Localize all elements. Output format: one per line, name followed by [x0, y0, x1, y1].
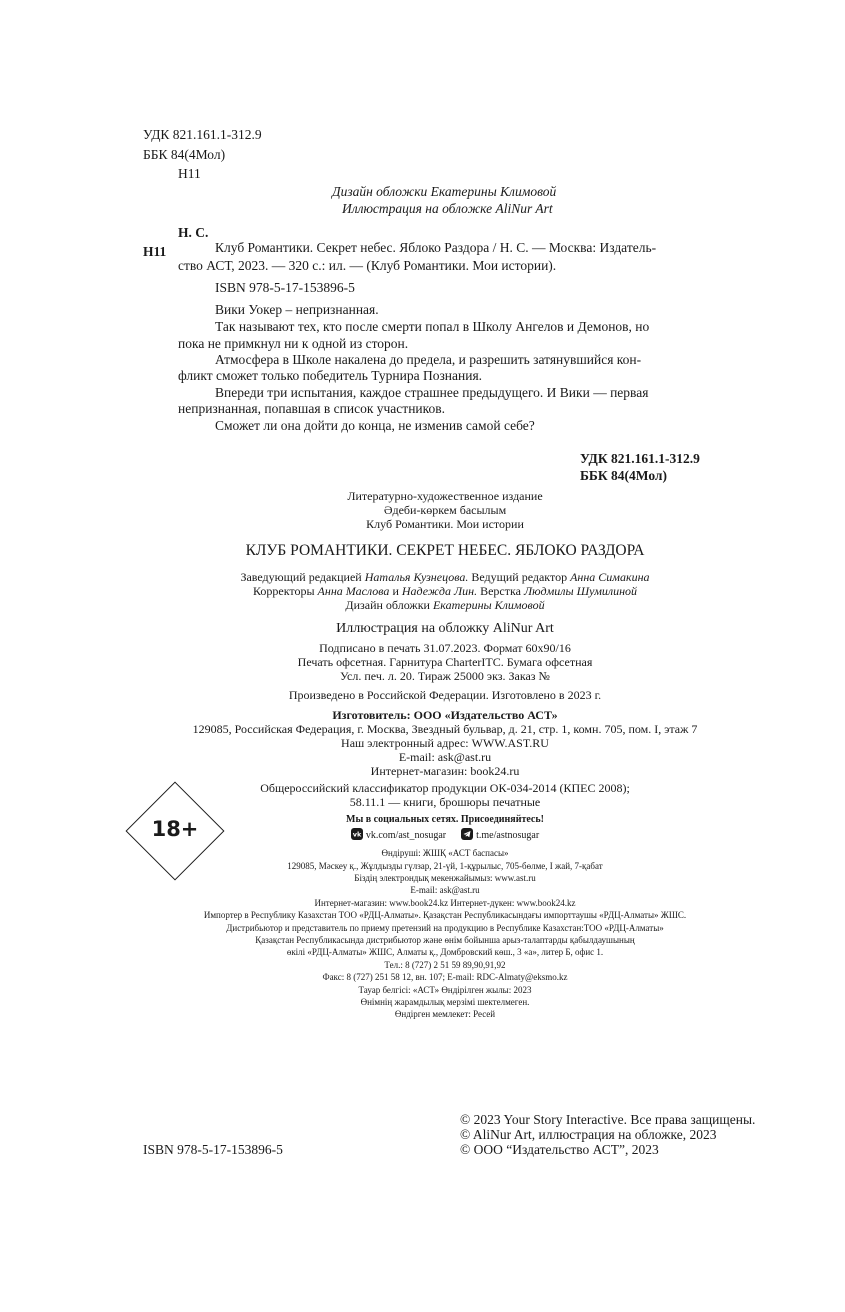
copyright-line-3: © ООО “Издательство АСТ”, 2023	[460, 1142, 659, 1157]
kz-line-12: Тауар белгісі: «АСТ» Өндірілген жылы: 2023	[358, 985, 532, 995]
kz-line-14: Өндірген мемлекет: Ресей	[394, 1009, 496, 1019]
kz-line-10: Тел.: 8 (727) 2 51 59 89,90,91,92	[384, 960, 506, 970]
footer-isbn: ISBN 978-5-17-153896-5	[143, 1142, 283, 1157]
telegram-icon	[461, 828, 473, 840]
manufacturer-email: E-mail: ask@ast.ru	[398, 750, 492, 764]
social-links	[100, 828, 790, 843]
kz-line-2: 129085, Мәскеу қ., Жұлдызды гүлзар, 21-үй, 1-құрылыс, 705-бөлме, I жай, 7-қабат	[287, 861, 603, 871]
credits-illustration: Иллюстрация на обложку AliNur Art	[336, 621, 554, 636]
bib-description-line-2: ство АСТ, 2023. — 320 с.: ил. — (Клуб Романтики. Мои истории).	[178, 258, 557, 273]
annotation-p2-line1: Так называют тех, кто после смерти попал в Школу Ангелов и Демонов, но	[215, 319, 650, 334]
bib-isbn: ISBN 978-5-17-153896-5	[215, 280, 355, 295]
annotation-p3-line2: фликт сможет только победитель Турнира Познания.	[178, 368, 483, 383]
udk-code-right: УДК 821.161.1-312.9	[580, 451, 700, 466]
kz-line-13: Өнімнің жарамдылық мерзімі шектелмеген.	[360, 997, 530, 1007]
edition-series: Клуб Романтики. Мои истории	[366, 517, 524, 531]
print-type: Печать офсетная. Гарнитура CharterITC. Бумага офсетная	[297, 655, 593, 669]
bbk-code-right: ББК 84(4Мол)	[580, 468, 667, 483]
cover-illustration-credit: Иллюстрация на обложке AliNur Art	[342, 201, 553, 216]
classifier-line-1: Общероссийский классификатор продукции ОК-034-2014 (КПЕС 2008);	[260, 781, 630, 795]
credits-correctors: Корректоры Анна Маслова и Надежда Лин. Верстка Людмилы Шумилиной	[252, 584, 638, 598]
edition-type-kz: Әдеби-көркем басылым	[383, 503, 507, 517]
author-mark-bib: Н11	[143, 244, 167, 259]
edition-type-ru: Литературно-художественное издание	[347, 489, 543, 503]
kz-line-11: Факс: 8 (727) 251 58 12, вн. 107; E-mail: RDC-Almaty@eksmo.kz	[322, 972, 568, 982]
book-title: КЛУБ РОМАНТИКИ. СЕКРЕТ НЕБЕС. ЯБЛОКО РАЗДОРА	[245, 542, 645, 559]
svg-text:vk: vk	[352, 830, 362, 839]
copyright-line-1: © 2023 Your Story Interactive. Все права защищены.	[460, 1112, 756, 1127]
kz-line-6: Импортер в Республику Казахстан ТОО «РДЦ-Алматы». Қазақстан Республикасындағы импорттаушы «РДЦ-Алматы» ЖШС.	[203, 910, 687, 920]
author-mark: Н11	[178, 166, 201, 181]
manufacturer-web: Наш электронный адрес: WWW.AST.RU	[341, 736, 549, 750]
age-rating-label: 18+	[151, 817, 199, 841]
kz-line-3: Біздің электрондық мекенжайымыз: www.ast.ru	[354, 873, 536, 883]
kz-line-4: E-mail: ask@ast.ru	[410, 885, 480, 895]
telegram-link[interactable]: t.me/astnosugar	[461, 830, 539, 841]
kz-line-5: Интернет-магазин: www.book24.kz Интернет-дүкен: www.book24.kz	[314, 898, 576, 908]
kz-line-8: Қазақстан Республикасында дистрибьютор және өнім бойынша арыз-талаптарды қабылдаушының	[255, 935, 635, 945]
social-title: Мы в социальных сетях. Присоединяйтесь!	[346, 814, 544, 825]
credits-editors: Заведующий редакцией Наталья Кузнецова. Ведущий редактор Анна Симакина	[240, 570, 650, 584]
udk-code: УДК 821.161.1-312.9	[143, 127, 262, 142]
annotation-p4-line2: непризнанная, попавшая в список участников.	[178, 401, 446, 416]
manufacturer-title: Изготовитель: ООО «Издательство АСТ»	[332, 708, 558, 722]
annotation-p1: Вики Уокер – непризнанная.	[215, 302, 379, 317]
vk-icon	[351, 828, 363, 840]
classifier-line-2: 58.11.1 — книги, брошюры печатные	[349, 795, 541, 809]
print-signed: Подписано в печать 31.07.2023. Формат 60x90/16	[319, 641, 571, 655]
manufacturer-shop: Интернет-магазин: book24.ru	[370, 764, 520, 778]
print-run: Усл. печ. л. 20. Тираж 25000 экз. Заказ №	[340, 669, 550, 683]
kz-line-7: Дистрибьютор и представитель по приему претензий на продукцию в Республике Казахстан:ТОО «РДЦ-Алматы»	[226, 923, 664, 933]
credits-cover: Дизайн обложки Екатерины Климовой	[345, 598, 545, 612]
kz-line-9: өкілі «РДЦ-Алматы» ЖШС, Алматы қ., Домбровский көш., 3 «а», литер Б, офис 1.	[286, 947, 604, 957]
annotation-p4-line1: Впереди три испытания, каждое страшнее предыдущего. И Вики — первая	[215, 385, 649, 400]
annotation-p5: Сможет ли она дойти до конца, не изменив самой себе?	[215, 418, 535, 433]
annotation-p2-line2: пока не примкнул ни к одной из сторон.	[178, 336, 409, 351]
vk-link[interactable]: vk vk.com/ast_nosugar	[352, 830, 447, 841]
cover-design-credit: Дизайн обложки Екатерины Климовой	[332, 184, 557, 199]
annotation-p3-line1: Атмосфера в Школе накалена до предела, и разрешить затянувшийся кон-	[215, 352, 642, 367]
print-produced: Произведено в Российской Федерации. Изготовлено в 2023 г.	[288, 688, 602, 702]
bib-description-line-1: Клуб Романтики. Секрет небес. Яблоко Раздора / Н. С. — Москва: Издатель-	[215, 240, 657, 255]
copyright-line-2: © AliNur Art, иллюстрация на обложке, 2023	[460, 1127, 717, 1142]
author-heading: Н. С.	[178, 225, 209, 240]
bbk-code: ББК 84(4Мол)	[143, 147, 226, 162]
manufacturer-address: 129085, Российская Федерация, г. Москва, Звездный бульвар, д. 21, стр. 1, комн. 705, пом. I, этаж 7	[192, 722, 698, 736]
kz-line-1: Өндіруші: ЖШҚ «АСТ баспасы»	[381, 848, 509, 858]
